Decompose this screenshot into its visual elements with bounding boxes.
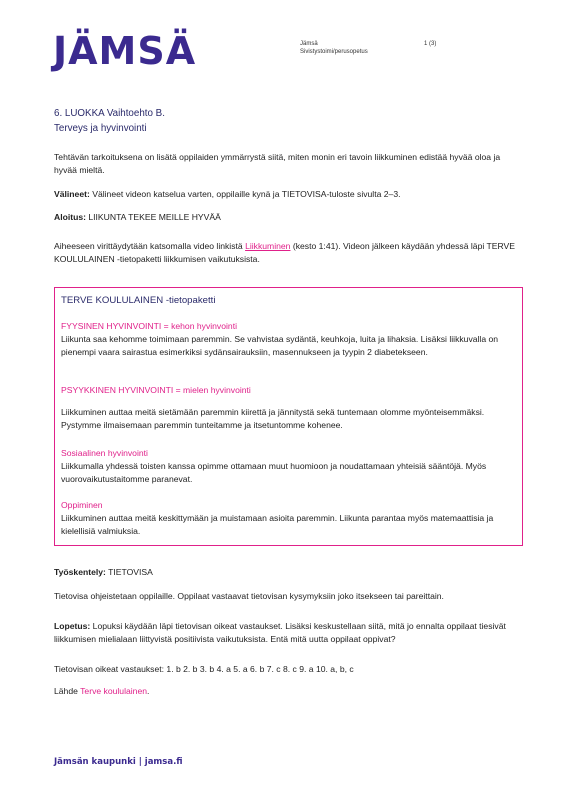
- liikkuminen-video-link[interactable]: Liikkuminen: [245, 241, 291, 251]
- instructions-paragraph: Tietovisa ohjeistetaan oppilaille. Oppilaat vastaavat tietovisan kysymyksiin joko itsekseen tai pareittain.: [54, 591, 444, 601]
- lopetus-paragraph: [54, 620, 524, 646]
- video-text-post: (kesto 1:41). Videon jälkeen käydään yhdessä läpi TERVE KOULULAINEN -tietopaketti liikkumisen vaikutuksista.: [54, 241, 516, 264]
- header-page-number: 1 (3): [424, 41, 437, 47]
- tyoskentely-paragraph: [54, 566, 524, 579]
- tyoskentely-text: TIETOVISA: [105, 567, 153, 577]
- header-unit: Sivistystoimi/perusopetus: [300, 49, 368, 55]
- footer-brand: Jämsän kaupunki | jamsa.fi: [54, 757, 183, 767]
- aloitus-text: LIIKUNTA TEKEE MEILLE HYVÄÄ: [85, 212, 221, 222]
- valineet-label: Välineet:: [54, 189, 90, 199]
- lesson-title: 6. LUOKKA Vaihtoehto B.: [54, 108, 165, 119]
- header-organization: Jämsä: [300, 41, 318, 47]
- section-text: Liikkumalla yhdessä toisten kanssa opimme ottamaan muut huomioon ja noudattamaan yhteisiä sääntöjä. Myös vuorovaikutustaitomme paranevat.: [61, 461, 487, 484]
- terve-koululainen-link[interactable]: Terve koululainen: [80, 686, 148, 696]
- section-text: Liikkuminen auttaa meitä sietämään paremmin kiirettä ja jännitystä sekä tuntemaan olomme myönteisemmäksi. Pystymme ilmaisemaan paremmin tunteitamme ja itsetuntomme kohenee.: [61, 407, 485, 430]
- valineet-text: Välineet videon katselua varten, oppilaille kynä ja TIETOVISA-tuloste sivulta 2–3.: [89, 189, 401, 199]
- info-package-box: [54, 287, 523, 546]
- section-physical: [61, 320, 516, 359]
- tyoskentely-label: Työskentely:: [54, 567, 106, 577]
- intro-paragraph: Tehtävän tarkoituksena on lisätä oppilaiden ymmärrystä siitä, miten monin eri tavoin liikkuminen edistää hyvää oloa ja hyvää mieltä.: [54, 152, 501, 175]
- section-heading: Oppiminen: [61, 500, 103, 510]
- video-paragraph: [54, 240, 524, 266]
- jamsa-logo: JÄMSÄ: [53, 29, 197, 73]
- source-text-pre: Lähde: [54, 686, 81, 696]
- lopetus-label: Lopetus:: [54, 621, 91, 631]
- valineet-paragraph: [54, 188, 524, 201]
- section-heading: PSYYKKINEN HYVINVOINTI = mielen hyvinvointi: [61, 385, 251, 395]
- document-body: [54, 106, 524, 266]
- section-social: [61, 447, 516, 486]
- lesson-subtitle: Terveys ja hyvinvointi: [54, 123, 147, 134]
- section-text: Liikkuminen auttaa meitä keskittymään ja muistamaan asioita paremmin. Liikunta parantaa myös matemaattisia ja kielellisiä valmiuksia.: [61, 513, 494, 536]
- aloitus-paragraph: [54, 211, 524, 224]
- section-mental: [61, 384, 516, 432]
- section-heading: FYYSINEN HYVINVOINTI = kehon hyvinvointi: [61, 321, 237, 331]
- source-text-post: .: [147, 686, 150, 696]
- section-text: Liikunta saa kehomme toimimaan paremmin. Se vahvistaa sydäntä, keuhkoja, luita ja lihaksia. Lisäksi liikkuvalla on pienempi vaara sairastua esimerkiksi sydänsairauksiin, masennukseen ja tyypin 2 diabetekseen.: [61, 334, 499, 357]
- section-learning: [61, 499, 516, 538]
- video-text-pre: Aiheeseen virittäydytään katsomalla video linkistä: [54, 241, 246, 251]
- source-paragraph: [54, 685, 524, 698]
- info-package-title: TERVE KOULULAINEN -tietopaketti: [61, 295, 216, 306]
- section-heading: Sosiaalinen hyvinvointi: [61, 448, 148, 458]
- answers-paragraph: Tietovisan oikeat vastaukset: 1. b 2. b 3. b 4. a 5. a 6. b 7. c 8. c 9. a 10. a, b, c: [54, 664, 354, 674]
- aloitus-label: Aloitus:: [54, 212, 86, 222]
- lopetus-text: Lopuksi käydään läpi tietovisan oikeat vastaukset. Lisäksi keskustellaan siitä, mitä jo ennalta oppilaat tiesivät liikkumisen mielialaan liittyvistä positiivista vaikutuksista. Entä mitä uutta oppilaat oppivat?: [54, 621, 506, 644]
- work-section: [54, 566, 524, 698]
